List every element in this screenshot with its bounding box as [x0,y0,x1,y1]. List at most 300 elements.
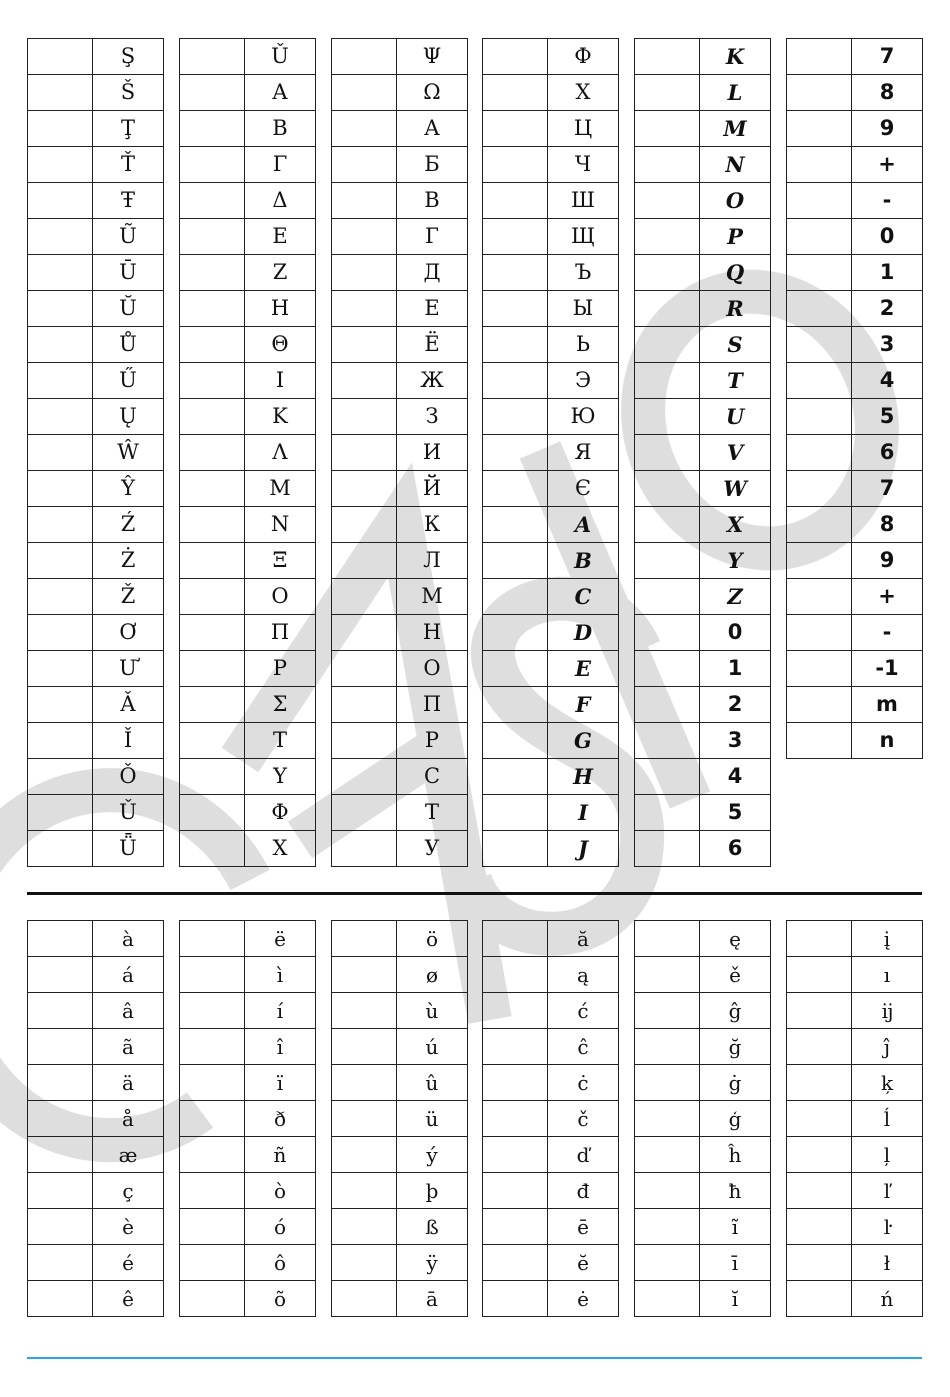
table-row [180,1209,316,1245]
code-cell [787,435,852,471]
code-cell [332,921,397,957]
code-cell [180,435,245,471]
table-row [483,651,619,687]
table-row [28,957,164,993]
glyph-cell: ĕ [548,1245,619,1281]
table-row [180,471,316,507]
glyph-cell: Ư [93,651,164,687]
table-row [332,723,468,759]
top-table-4 [482,38,619,867]
code-cell [483,993,548,1029]
code-cell [483,795,548,831]
table-row [180,399,316,435]
glyph-cell: R [700,291,771,327]
glyph-cell: ó [245,1209,316,1245]
code-cell [483,759,548,795]
glyph-cell: Π [245,615,316,651]
table-row [332,75,468,111]
table-row [180,921,316,957]
table-row [28,1065,164,1101]
code-cell [332,687,397,723]
table-row [635,255,771,291]
table-row [483,255,619,291]
glyph-cell: Щ [548,219,619,255]
table-row [787,1137,923,1173]
glyph-cell: L [700,75,771,111]
table-row [483,1173,619,1209]
glyph-cell: Η [245,291,316,327]
glyph-cell: č [548,1101,619,1137]
table-row [28,543,164,579]
code-cell [28,723,93,759]
bottom-table-1 [27,920,164,1317]
glyph-cell: В [397,183,468,219]
glyph-cell: 9 [852,111,923,147]
table-row [28,1101,164,1137]
code-cell [483,723,548,759]
glyph-cell: О [397,651,468,687]
code-cell [28,1101,93,1137]
glyph-cell: Ъ [548,255,619,291]
glyph-cell: Ǐ [93,723,164,759]
glyph-cell: Ť [93,147,164,183]
code-cell [635,1065,700,1101]
table-row [483,399,619,435]
bottom-table-5 [634,920,771,1317]
code-cell [180,615,245,651]
glyph-cell: Ų [93,399,164,435]
table-row [483,363,619,399]
glyph-cell: Ţ [93,111,164,147]
table-row [180,507,316,543]
code-cell [787,291,852,327]
table-row [180,831,316,867]
table-row [180,1101,316,1137]
glyph-cell: Л [397,543,468,579]
table-row [787,219,923,255]
glyph-cell: Ы [548,291,619,327]
code-cell [787,1173,852,1209]
table-row [483,543,619,579]
code-cell [483,327,548,363]
code-cell [787,957,852,993]
table-row [332,39,468,75]
table-row [28,1281,164,1317]
footer-rule [27,1357,922,1359]
table-row [180,759,316,795]
code-cell [28,1173,93,1209]
code-cell [28,75,93,111]
table-row [635,723,771,759]
glyph-cell: Ǎ [93,687,164,723]
table-row [635,147,771,183]
glyph-cell: Ŭ [93,291,164,327]
glyph-cell: Α [245,75,316,111]
glyph-cell: ļ [852,1137,923,1173]
glyph-cell: â [93,993,164,1029]
code-cell [332,75,397,111]
glyph-cell: Κ [245,399,316,435]
code-cell [787,993,852,1029]
code-cell [635,993,700,1029]
code-cell [28,831,93,867]
glyph-cell: Ш [548,183,619,219]
code-cell [787,327,852,363]
glyph-cell: Е [397,291,468,327]
glyph-cell: C [548,579,619,615]
code-cell [787,219,852,255]
table-row [787,1065,923,1101]
code-cell [635,795,700,831]
code-cell [787,1029,852,1065]
glyph-cell: æ [93,1137,164,1173]
glyph-cell: H [548,759,619,795]
glyph-cell: Y [700,543,771,579]
code-cell [635,471,700,507]
code-cell [180,363,245,399]
table-row [180,111,316,147]
glyph-cell: Z [700,579,771,615]
glyph-cell: Ь [548,327,619,363]
code-cell [332,1065,397,1101]
glyph-cell: Б [397,147,468,183]
table-row [635,1029,771,1065]
table-row [28,687,164,723]
glyph-cell: đ [548,1173,619,1209]
code-cell [332,831,397,867]
glyph-cell: Ο [245,579,316,615]
code-cell [635,1281,700,1317]
table-row [483,111,619,147]
table-row [332,183,468,219]
glyph-cell: Ǖ [93,831,164,867]
table-row [787,615,923,651]
code-cell [180,1101,245,1137]
code-cell [483,363,548,399]
table-row [332,219,468,255]
table-row [787,363,923,399]
code-cell [635,1137,700,1173]
glyph-cell: M [700,111,771,147]
code-cell [483,651,548,687]
table-row [180,723,316,759]
table-row [28,507,164,543]
table-row [787,255,923,291]
table-row [483,687,619,723]
code-cell [635,111,700,147]
table-row [332,1029,468,1065]
table-row [332,399,468,435]
glyph-cell: М [397,579,468,615]
code-cell [28,471,93,507]
code-cell [28,39,93,75]
glyph-cell: Ş [93,39,164,75]
table-row [180,687,316,723]
code-cell [332,1029,397,1065]
glyph-cell: ü [397,1101,468,1137]
glyph-cell: -1 [852,651,923,687]
glyph-cell: ī [700,1245,771,1281]
table-row [483,1137,619,1173]
code-cell [787,399,852,435]
table-row [787,579,923,615]
code-cell [635,579,700,615]
code-cell [180,831,245,867]
code-cell [332,111,397,147]
glyph-cell: Т [397,795,468,831]
glyph-cell: 4 [852,363,923,399]
code-cell [180,147,245,183]
glyph-cell: ĉ [548,1029,619,1065]
table-row [635,1281,771,1317]
glyph-cell: ý [397,1137,468,1173]
glyph-cell: Ρ [245,651,316,687]
code-cell [787,111,852,147]
bottom-table-2 [179,920,316,1317]
table-row [635,291,771,327]
table-row [787,1173,923,1209]
code-cell [332,993,397,1029]
code-cell [332,399,397,435]
glyph-cell: Ё [397,327,468,363]
code-cell [180,723,245,759]
glyph-cell: ĭ [700,1281,771,1317]
table-row [332,993,468,1029]
table-row [332,291,468,327]
code-cell [332,651,397,687]
code-cell [332,579,397,615]
glyph-cell: Я [548,435,619,471]
table-row [332,543,468,579]
table-row [483,1281,619,1317]
code-cell [635,39,700,75]
table-row [332,795,468,831]
table-row [28,795,164,831]
table-row [787,921,923,957]
top-table-2 [179,38,316,867]
table-row [483,921,619,957]
glyph-cell: П [397,687,468,723]
glyph-cell: С [397,759,468,795]
glyph-cell: Ν [245,507,316,543]
code-cell [483,1065,548,1101]
table-row [787,687,923,723]
code-cell [28,1281,93,1317]
code-cell [635,399,700,435]
glyph-cell: J [548,831,619,867]
code-cell [28,759,93,795]
table-row [483,39,619,75]
glyph-cell: Ź [93,507,164,543]
code-cell [28,795,93,831]
glyph-cell: Э [548,363,619,399]
glyph-cell: å [93,1101,164,1137]
code-cell [180,1029,245,1065]
glyph-cell: ć [548,993,619,1029]
table-row [635,831,771,867]
glyph-cell: 7 [852,39,923,75]
code-cell [180,507,245,543]
code-cell [635,147,700,183]
code-cell [483,507,548,543]
code-cell [180,39,245,75]
glyph-cell: ú [397,1029,468,1065]
code-cell [635,921,700,957]
table-row [332,615,468,651]
glyph-cell: W [700,471,771,507]
glyph-cell: à [93,921,164,957]
table-row [180,1137,316,1173]
code-cell [180,651,245,687]
table-row [180,183,316,219]
table-row [787,471,923,507]
code-cell [28,507,93,543]
code-cell [332,39,397,75]
code-cell [332,147,397,183]
code-cell [28,687,93,723]
table-row [787,723,923,759]
code-cell [180,399,245,435]
code-cell [787,1101,852,1137]
code-cell [332,363,397,399]
glyph-cell: Λ [245,435,316,471]
glyph-cell: ŀ [852,1209,923,1245]
code-cell [180,759,245,795]
table-row [483,831,619,867]
code-cell [635,1173,700,1209]
table-row [332,111,468,147]
code-cell [332,507,397,543]
glyph-cell: Τ [245,723,316,759]
glyph-cell: ě [700,957,771,993]
code-cell [180,921,245,957]
table-row [483,75,619,111]
code-cell [332,957,397,993]
table-row [180,957,316,993]
code-cell [483,831,548,867]
glyph-cell: ĩ [700,1209,771,1245]
code-cell [28,363,93,399]
code-cell [180,111,245,147]
glyph-cell: K [700,39,771,75]
glyph-cell: E [548,651,619,687]
glyph-cell: ė [548,1281,619,1317]
table-row [180,1281,316,1317]
code-cell [332,291,397,327]
table-row [28,1137,164,1173]
table-row [28,327,164,363]
code-cell [28,255,93,291]
code-cell [28,1245,93,1281]
code-cell [483,1173,548,1209]
table-row [787,1101,923,1137]
glyph-cell: ù [397,993,468,1029]
glyph-cell: Ũ [93,219,164,255]
glyph-cell: ķ [852,1065,923,1101]
table-row [787,399,923,435]
table-row [332,363,468,399]
glyph-cell: 7 [852,471,923,507]
code-cell [180,1137,245,1173]
code-cell [180,1209,245,1245]
code-cell [28,1137,93,1173]
glyph-cell: Ŧ [93,183,164,219]
glyph-cell: Ю [548,399,619,435]
code-cell [332,1209,397,1245]
code-cell [28,291,93,327]
code-cell [28,615,93,651]
glyph-cell: Ф [548,39,619,75]
code-cell [635,723,700,759]
glyph-cell: û [397,1065,468,1101]
glyph-cell: X [700,507,771,543]
table-row [635,1101,771,1137]
glyph-cell: ë [245,921,316,957]
glyph-cell: ı [852,957,923,993]
code-cell [787,1137,852,1173]
code-cell [635,759,700,795]
code-cell [180,183,245,219]
table-row [635,39,771,75]
table-row [787,111,923,147]
code-cell [28,327,93,363]
table-row [28,255,164,291]
glyph-cell: ß [397,1209,468,1245]
code-cell [635,1245,700,1281]
code-cell [28,651,93,687]
table-row [787,75,923,111]
code-cell [635,1209,700,1245]
glyph-cell: 0 [852,219,923,255]
code-cell [787,471,852,507]
table-row [635,471,771,507]
glyph-cell: O [700,183,771,219]
code-cell [180,255,245,291]
table-row [180,219,316,255]
glyph-cell: Х [548,75,619,111]
code-cell [28,957,93,993]
table-row [787,1245,923,1281]
code-cell [483,399,548,435]
glyph-cell: B [548,543,619,579]
glyph-cell: Ǔ [93,795,164,831]
code-cell [332,219,397,255]
table-row [787,651,923,687]
table-row [635,399,771,435]
table-row [28,399,164,435]
code-cell [483,687,548,723]
table-row [180,615,316,651]
code-cell [787,723,852,759]
code-cell [332,255,397,291]
code-cell [180,1245,245,1281]
glyph-cell: į [852,921,923,957]
glyph-cell: ò [245,1173,316,1209]
code-cell [635,75,700,111]
table-row [635,507,771,543]
code-cell [28,111,93,147]
table-row [635,363,771,399]
code-cell [635,651,700,687]
table-row [28,759,164,795]
glyph-cell: Θ [245,327,316,363]
code-cell [635,687,700,723]
top-table-6 [786,38,923,759]
table-row [180,1065,316,1101]
table-row [28,1173,164,1209]
code-cell [635,1029,700,1065]
table-row [28,723,164,759]
